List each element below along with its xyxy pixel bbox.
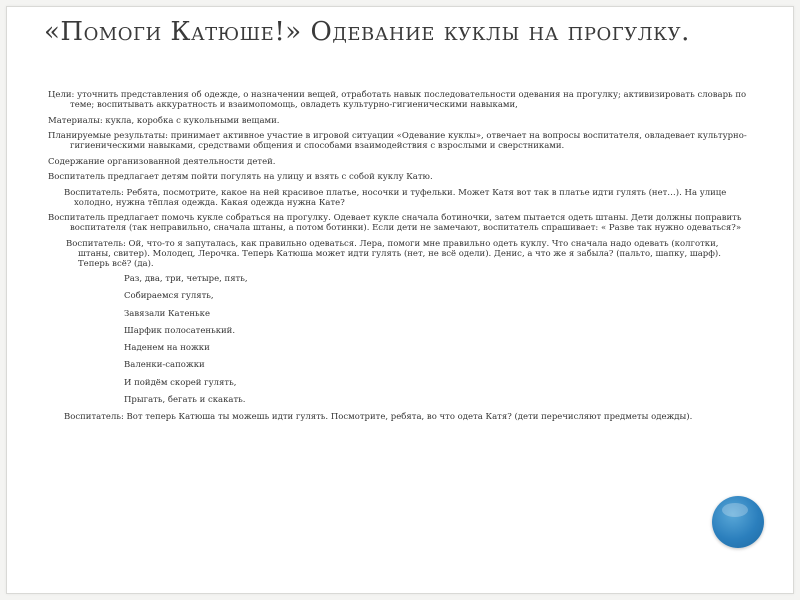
slide-body: [48, 90, 753, 428]
poem-line: Раз, два, три, четыре, пять,: [124, 274, 248, 284]
poem: [48, 274, 753, 405]
poem-line: Прыгать, бегать и скакать.: [124, 395, 246, 406]
poem-line: Завязали Катеньке: [124, 308, 210, 319]
poem-line: И пойдём скорей гулять,: [124, 377, 237, 388]
goals-paragraph: Цели: уточнить представления об одежде, о назначении вещей, отработать навык последовательности одевания на прогулку; активизировать словарь по теме; воспитывать аккуратность и взаимопомощь, овладеть культурно-гигиеническими навыками,: [48, 90, 747, 110]
closing-paragraph: Воспитатель: Вот теперь Катюша ты можешь идти гулять. Посмотрите, ребята, во что одета Катя? (дети перечисляют предметы одежды).: [64, 412, 693, 423]
slide-title: «Помоги Катюше!» Одевание куклы на прогулку.: [44, 17, 690, 47]
poem-line: Валенки-сапожки: [124, 360, 205, 371]
materials-paragraph: Материалы: кукла, коробка с кукольными вещами.: [48, 115, 280, 126]
teacher-action-paragraph: Воспитатель предлагает помочь кукле собраться на прогулку. Одевает кукле сначала ботиночки, затем пытается одеть штаны. Дети должны поправить воспитателя (так неправильно, сначала штаны, а потом ботинки). Если дети не замечают, воспитатель спрашивает: « Разве так нужно одеваться?»: [48, 213, 742, 233]
poem-line: Шарфик полосатенький.: [124, 325, 236, 336]
poem-line: Собираемся гулять,: [124, 291, 214, 302]
results-paragraph: Планируемые результаты: принимает активное участие в игровой ситуации «Одевание куклы», отвечает на вопросы воспитателя, овладевает культурно-гигиеническими навыками, средствами общения и способами взаимодействия с взрослыми и сверстниками.: [48, 131, 747, 151]
decorative-shine: [722, 503, 748, 517]
poem-line: Наденем на ножки: [124, 343, 210, 354]
intro-paragraph: Воспитатель предлагает детям пойти погулять на улицу и взять с собой куклу Катю.: [48, 172, 433, 182]
activity-heading: Содержание организованной деятельности детей.: [48, 156, 276, 167]
teacher-speech-1: Воспитатель: Ребята, посмотрите, какое на ней красивое платье, носочки и туфельки. Может Катя вот так в платье идти гулять (нет…). На улице холодно, нужна тёплая одежда. Какая одежда нужна Кате?: [64, 187, 727, 208]
teacher-speech-2: Воспитатель: Ой, что-то я запуталась, как правильно одеваться. Лера, помоги мне правильно одеть куклу. Что сначала надо одевать (колготки, штаны, свитер). Молодец, Лерочка. Теперь Катюша может идти гулять (нет, не всё одели). Денис, а что же я забыла? (пальто, шапку, шарф). Теперь всё? (да).: [66, 238, 721, 269]
